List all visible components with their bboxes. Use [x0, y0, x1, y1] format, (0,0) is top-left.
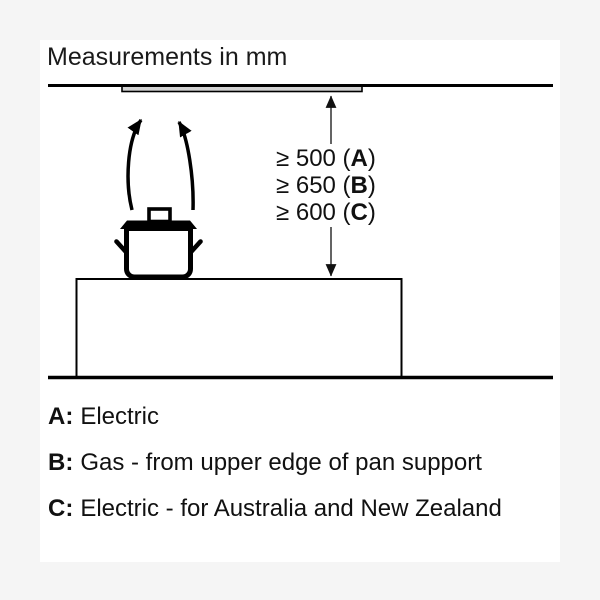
pot-icon — [117, 209, 201, 277]
installation-diagram — [40, 40, 560, 562]
legend-key-a: A: — [48, 403, 74, 430]
clearance-measurement-row-b — [276, 172, 376, 199]
measurement-value: ≥ 600 ( — [276, 199, 351, 226]
worktop — [77, 279, 402, 377]
clearance-measurement-row-c — [276, 199, 376, 226]
steam-arrow-left-icon — [128, 120, 141, 210]
legend-row-a — [48, 403, 159, 431]
legend-key-c: C: — [48, 495, 74, 522]
measurement-close: ) — [367, 145, 376, 172]
measurement-value: ≥ 650 ( — [276, 172, 351, 199]
clearance-measurements — [273, 144, 379, 227]
steam-arrow-right-icon — [179, 122, 193, 210]
measurement-key: B — [350, 172, 368, 199]
legend-row-c — [48, 495, 502, 523]
legend-text-a: Electric — [80, 403, 160, 430]
measurement-close: ) — [367, 199, 376, 226]
measurement-value: ≥ 500 ( — [276, 145, 351, 172]
legend-row-b — [48, 449, 482, 477]
pot-lid-knob — [149, 209, 170, 222]
clearance-measurement-row-a — [276, 145, 376, 172]
legend-text-c: Electric - for Australia and New Zealand — [80, 495, 502, 522]
legend-key-b: B: — [48, 449, 74, 476]
measurement-key: A — [350, 145, 368, 172]
legend-text-b: Gas - from upper edge of pan support — [80, 449, 482, 476]
pot-body — [127, 229, 191, 278]
measurement-key: C — [350, 199, 368, 226]
measurement-close: ) — [367, 172, 376, 199]
diagram-panel — [40, 40, 560, 562]
diagram-title: Measurements in mm — [47, 43, 288, 71]
